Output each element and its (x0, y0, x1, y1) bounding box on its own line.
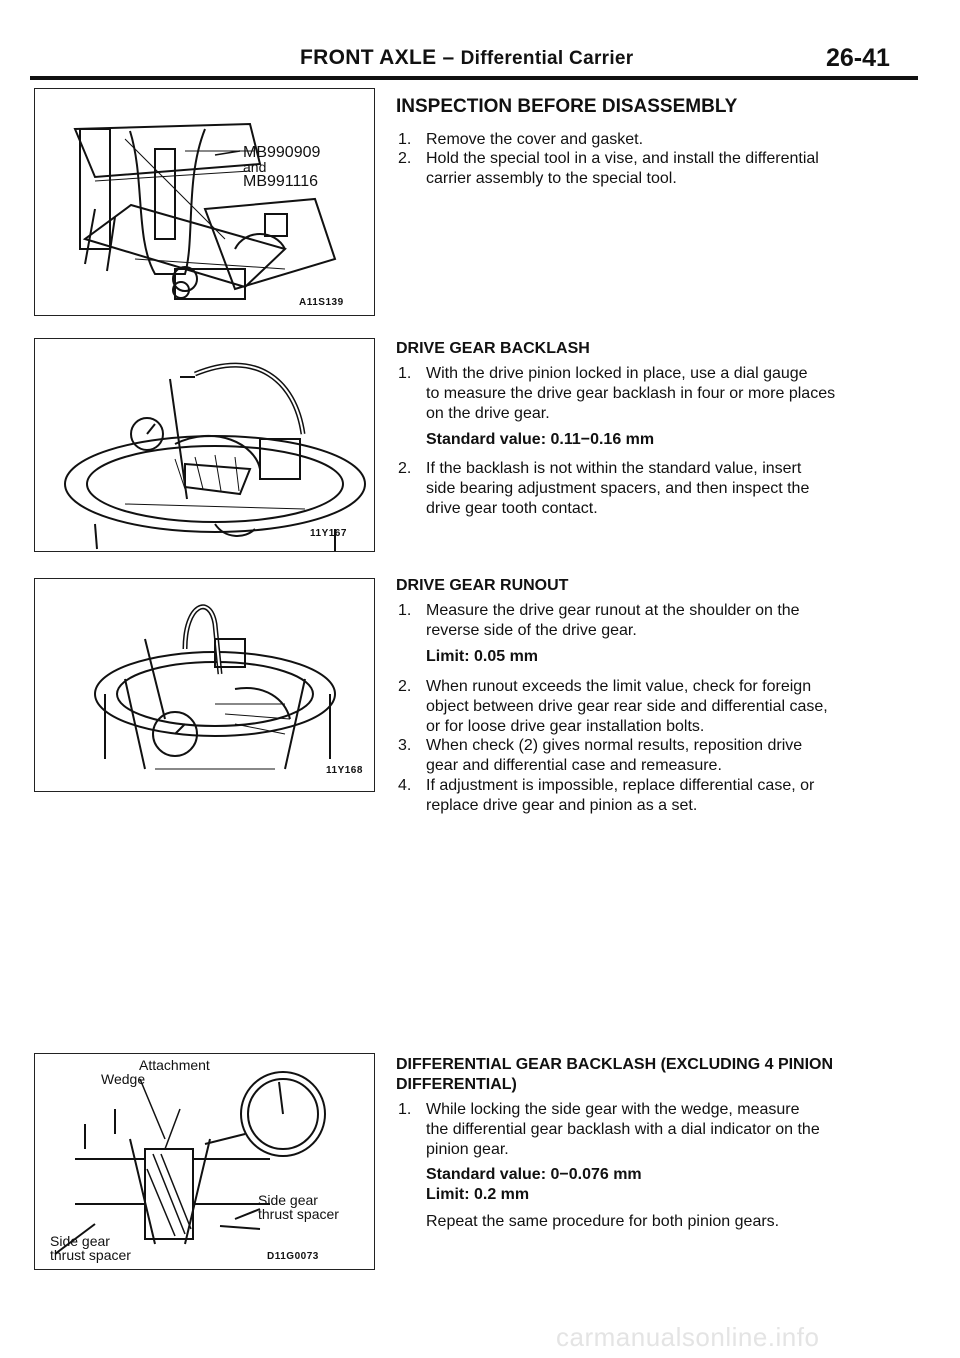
backlash-step-1 (398, 364, 928, 424)
diff-backlash-note: Repeat the same procedure for both pinion gears. (426, 1213, 780, 1230)
step-number: 3. (398, 737, 412, 754)
figure-code: A11S139 (299, 297, 344, 308)
heading-drive-gear-backlash: DRIVE GEAR BACKLASH (396, 340, 590, 357)
step-text-line: Remove the cover and gasket. (426, 131, 644, 148)
step-text-line: drive gear tooth contact. (426, 500, 598, 517)
step-text-line: pinion gear. (426, 1141, 509, 1158)
step-number: 1. (398, 131, 412, 148)
step-number: 2. (398, 460, 412, 477)
tool-label-3: MB991116 (243, 173, 319, 190)
header-title-sub: Differential Carrier (460, 48, 634, 69)
heading-inspection-before-disassembly: INSPECTION BEFORE DISASSEMBLY (396, 96, 738, 117)
step-text-line: side bearing adjustment spacers, and then inspect the (426, 480, 810, 497)
label-side-gear-right: Side gear (258, 1192, 318, 1208)
header-title-main: FRONT AXLE – (300, 46, 455, 69)
label-thrust-spacer-left: thrust spacer (50, 1247, 131, 1263)
step-number: 1. (398, 365, 412, 382)
diff-backlash-standard-value: Standard value: 0−0.076 mm (426, 1166, 642, 1183)
step-text-line: or for loose drive gear installation bolts. (426, 718, 705, 735)
diff-backlash-step-1 (398, 1100, 928, 1160)
step-number: 4. (398, 777, 412, 794)
label-thrust-spacer-right: thrust spacer (258, 1206, 339, 1222)
step-text-line: on the drive gear. (426, 405, 550, 422)
figure-code: 11Y168 (326, 765, 363, 776)
watermark: carmanualsonline.info (556, 1322, 820, 1352)
figure-differential-gear-backlash (34, 1053, 375, 1270)
runout-step-3 (398, 736, 928, 776)
label-side-gear-left: Side gear (50, 1233, 110, 1249)
tool-label-1: MB990909 (243, 144, 321, 161)
step-number: 2. (398, 678, 412, 695)
inspection-step-1 (398, 130, 928, 150)
step-text-line: While locking the side gear with the wedge, measure (426, 1101, 800, 1118)
figure-code: 11Y167 (310, 528, 347, 539)
step-text-line: gear and differential case and remeasure. (426, 757, 722, 774)
heading-differential-gear-backlash-line1: DIFFERENTIAL GEAR BACKLASH (EXCLUDING 4 PINION (396, 1056, 834, 1073)
step-text-line: If the backlash is not within the standard value, insert (426, 460, 802, 477)
label-attachment: Attachment (139, 1057, 210, 1073)
figure-code: D11G0073 (267, 1251, 319, 1262)
step-text-line: Hold the special tool in a vise, and install the differential (426, 150, 819, 167)
runout-step-4 (398, 776, 928, 816)
runout-limit: Limit: 0.05 mm (426, 648, 539, 665)
step-text-line: the differential gear backlash with a dial indicator on the (426, 1121, 820, 1138)
step-text-line: When runout exceeds the limit value, check for foreign (426, 678, 812, 695)
step-text-line: Measure the drive gear runout at the shoulder on the (426, 602, 800, 619)
backlash-standard-value: Standard value: 0.11−0.16 mm (426, 431, 655, 448)
runout-step-1 (398, 601, 928, 641)
page-number: 26-41 (826, 44, 890, 72)
inspection-step-2 (398, 149, 928, 189)
figure-special-tool (34, 88, 375, 316)
step-number: 1. (398, 1101, 412, 1118)
backlash-step-2 (398, 459, 928, 519)
tool-label-2: and (243, 159, 267, 175)
step-text-line: When check (2) gives normal results, reposition drive (426, 737, 803, 754)
figure-dial-gauge-backlash (34, 338, 375, 552)
diff-backlash-limit: Limit: 0.2 mm (426, 1186, 530, 1203)
step-text-line: With the drive pinion locked in place, use a dial gauge (426, 365, 808, 382)
figure-dial-gauge-backlash-drawing (35, 339, 374, 551)
figure-dial-gauge-runout (34, 578, 375, 792)
step-text-line: object between drive gear rear side and differential case, (426, 698, 828, 715)
step-text-line: to measure the drive gear backlash in four or more places (426, 385, 836, 402)
step-text-line: If adjustment is impossible, replace differential case, or (426, 777, 815, 794)
header-rule (30, 76, 918, 80)
step-text-line: reverse side of the drive gear. (426, 622, 637, 639)
heading-drive-gear-runout: DRIVE GEAR RUNOUT (396, 577, 569, 594)
step-text-line: carrier assembly to the special tool. (426, 170, 677, 187)
step-text-line: replace drive gear and pinion as a set. (426, 797, 698, 814)
step-number: 1. (398, 602, 412, 619)
page-header-title (300, 46, 633, 70)
figure-dial-gauge-runout-drawing (35, 579, 374, 791)
step-number: 2. (398, 150, 412, 167)
runout-step-2 (398, 677, 928, 737)
label-wedge: Wedge (101, 1071, 146, 1087)
figure-special-tool-drawing (35, 89, 374, 315)
heading-differential-gear-backlash-line2: DIFFERENTIAL) (396, 1076, 517, 1093)
